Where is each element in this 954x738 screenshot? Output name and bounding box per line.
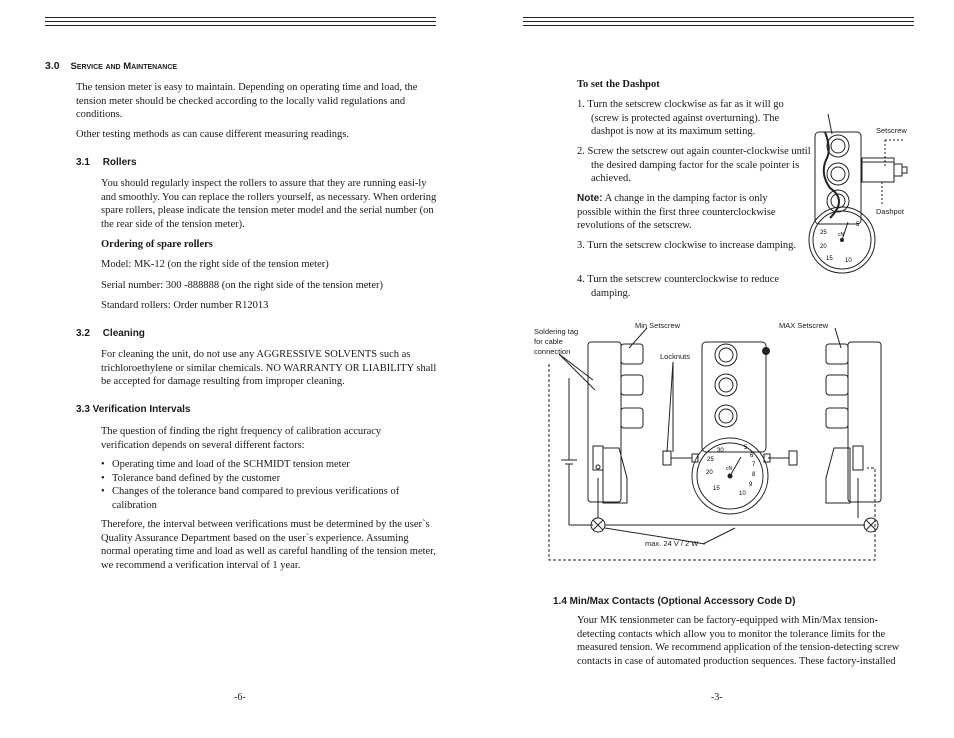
header-rule-right-2	[523, 21, 914, 22]
ordering-standard: Standard rollers: Order number R12013	[101, 300, 269, 311]
min-setscrew-label: Min Setscrew	[635, 321, 681, 330]
cleaning-heading-number: 3.2	[76, 328, 90, 339]
section-number: 3.0	[45, 60, 60, 72]
dial-label: 5	[856, 222, 860, 228]
dial-label: 25	[820, 230, 827, 236]
soldering-line-1: Soldering tag	[534, 327, 579, 336]
dial-label: 20	[706, 470, 713, 476]
dial-label: cN	[726, 466, 733, 472]
dashpot-label: Dashpot	[876, 207, 904, 216]
dashpot-step-3: 3. Turn the setscrew clockwise to increase damping.	[577, 240, 796, 251]
note-label: Note:	[577, 193, 603, 204]
soldering-label	[534, 327, 578, 357]
dashpot-step-4: 4. Turn the setscrew counterclockwise to reduce damping.	[577, 274, 780, 299]
dashpot-step-1: 1. Turn the setscrew clockwise as far as it will go (screw is protected against overturning). The dashpot is now at its maximum setting.	[577, 99, 784, 138]
intro-paragraph-2: Other testing methods as can cause different measuring readings.	[76, 129, 350, 140]
cleaning-heading-title: Cleaning	[102, 328, 145, 339]
setscrew-label: Setscrew	[876, 126, 907, 135]
dial-label: 6	[750, 453, 754, 459]
max-setscrew-label: MAX Setscrew	[779, 321, 829, 330]
header-rule-left-3	[45, 25, 436, 26]
verification-closing: Therefore, the interval between verifications must be determined by the user`s Quality Assurance Department based on the user`s experience. Assuming normal operating time and load as well as careful handling of the tension meter, we recommend a verification interval of 1 year.	[101, 519, 436, 571]
ordering-model: Model: MK-12 (on the right side of the tension meter)	[101, 259, 329, 270]
dial-label: 15	[826, 256, 833, 262]
header-rule-left-2	[45, 21, 436, 22]
verification-heading: 3.3 Verification Intervals	[76, 404, 191, 415]
page-number-left: -6-	[234, 692, 246, 703]
dashpot-step-2: 2. Screw the setscrew out again counter-clockwise until the desired damping factor for the scale pointer is achieved.	[577, 146, 811, 185]
dial-label: 8	[752, 472, 756, 478]
list-item: • Changes of the tolerance band compared to previous verifications of calibration	[101, 485, 431, 512]
header-rule-right-1	[523, 17, 914, 18]
cleaning-heading	[76, 328, 145, 339]
voltage-label: max. 24 V / 2 W	[645, 539, 699, 548]
list-item: • Tolerance band defined by the customer	[101, 472, 431, 486]
rollers-heading-number: 3.1	[76, 157, 90, 168]
section-heading	[45, 60, 177, 72]
section-title: Service and Maintenance	[70, 61, 178, 72]
dial-label: 9	[749, 482, 753, 488]
dashpot-note	[577, 192, 799, 233]
dashpot-title: To set the Dashpot	[577, 79, 660, 90]
intro-paragraph-1: The tension meter is easy to maintain. Depending on operating time and load, the tension meter should be checked according to the locally valid regulations and conditions.	[76, 82, 418, 121]
dial-label: 10	[739, 491, 746, 497]
rollers-heading	[76, 157, 137, 168]
minmax-figure	[545, 318, 895, 563]
header-rule-left-1	[45, 17, 436, 18]
minmax-text: Your MK tensionmeter can be factory-equipped with Min/Max tension-detecting contacts which allow you to monitor the tolerance limits for the measured tension. We recommend application of the tension-detecting screw contacts in case of automated production sequences. These factory-installed	[577, 615, 900, 667]
rollers-text: You should regularly inspect the rollers to assure that they are running easi-ly and smoothly. You can replace the rollers yourself, as necessary. When ordering spare rollers, please indicate the tension meter model and the serial number (on the rear side of the tension meter).	[101, 178, 437, 230]
page-number-right: -3-	[711, 692, 723, 703]
dial-label: 10	[845, 258, 852, 264]
verification-bullets	[101, 458, 431, 512]
dial-label: cN	[838, 232, 845, 238]
cleaning-text: For cleaning the unit, do not use any AGGRESSIVE SOLVENTS such as trichloroethylene or similar chemicals. NO WARRANTY OR LIABILITY shall be accepted for damage resulting from improper cleaning.	[101, 349, 437, 388]
minmax-heading: 1.4 Min/Max Contacts (Optional Accessory Code D)	[553, 596, 796, 607]
dial-label: 5	[744, 445, 748, 451]
list-item: • Operating time and load of the SCHMIDT tension meter	[101, 458, 431, 472]
note-text: A change in the damping factor is only possible within the first three counterclockwise revolutions of the setscrew.	[577, 193, 776, 232]
verification-text: The question of finding the right frequency of calibration accuracy verification depends on several different factors:	[101, 426, 382, 451]
dial-label: 7	[752, 462, 756, 468]
dial-label: 30	[717, 448, 724, 454]
ordering-title: Ordering of spare rollers	[101, 239, 213, 250]
locknuts-label: Locknuts	[660, 352, 691, 361]
dial-label: 20	[820, 244, 827, 250]
header-rule-right-3	[523, 25, 914, 26]
dial-label: 25	[707, 457, 714, 463]
ordering-serial: Serial number: 300 -888888 (on the right side of the tension meter)	[101, 280, 383, 291]
soldering-line-3: connection	[534, 347, 571, 356]
soldering-line-2: for cable	[534, 337, 563, 346]
dial-label: 15	[713, 486, 720, 492]
rollers-heading-title: Rollers	[102, 157, 137, 168]
